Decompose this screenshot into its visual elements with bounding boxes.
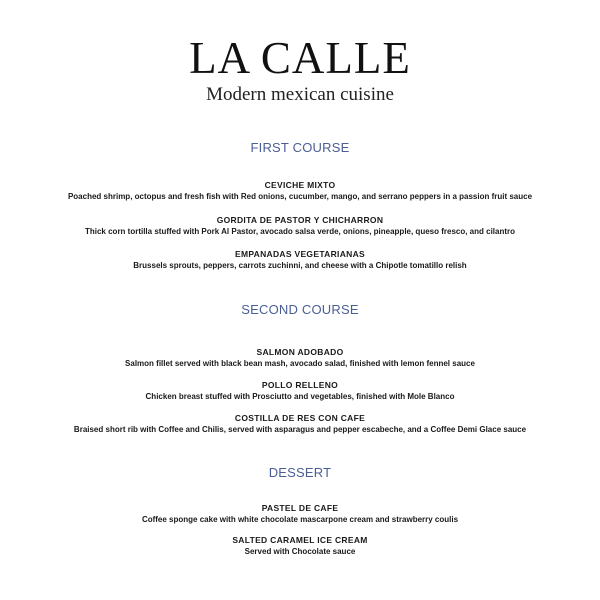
menu-item-name: SALTED CARAMEL ICE CREAM (232, 535, 368, 545)
menu-item-description: Chicken breast stuffed with Prosciutto and vegetables, finished with Mole Blanco (145, 392, 455, 401)
menu-item (0, 180, 600, 202)
menu-item (0, 249, 600, 271)
menu-item-description: Braised short rib with Coffee and Chilis, served with asparagus and pepper escabeche, and a Coffee Demi Glace sauce (73, 425, 527, 434)
menu-item-name: GORDITA DE PASTOR Y CHICHARRON (216, 215, 384, 225)
menu-item-description: Thick corn tortilla stuffed with Pork Al Pastor, avocado salsa verde, onions, pineapple, queso fresco, and cilantro (84, 227, 516, 236)
menu-item (0, 535, 600, 557)
menu-item-description: Served with Chocolate sauce (244, 547, 356, 556)
restaurant-subtitle: Modern mexican cuisine (206, 84, 394, 105)
menu-item (0, 413, 600, 435)
menu-item-name: COSTILLA DE RES CON CAFE (234, 413, 366, 423)
menu-item-description: Salmon fillet served with black bean mash, avocado salad, finished with lemon fennel sauce (125, 359, 475, 368)
section-heading-second-course: SECOND COURSE (241, 302, 359, 317)
menu-item-name: POLLO RELLENO (261, 380, 339, 390)
menu-item (0, 503, 600, 525)
menu-item-description: Coffee sponge cake with white chocolate mascarpone cream and strawberry coulis (141, 515, 459, 524)
menu-item-name: EMPANADAS VEGETARIANAS (234, 249, 366, 259)
menu-item (0, 347, 600, 369)
section-heading-first-course: FIRST COURSE (250, 140, 350, 155)
menu-item-name: SALMON ADOBADO (256, 347, 344, 357)
menu-item-name: CEVICHE MIXTO (264, 180, 336, 190)
menu-item (0, 380, 600, 402)
restaurant-title: LA CALLE (189, 33, 411, 83)
menu-item-description: Brussels sprouts, peppers, carrots zuchinni, and cheese with a Chipotle tomatillo relish (133, 261, 467, 270)
menu-item-description: Poached shrimp, octopus and fresh fish with Red onions, cucumber, mango, and serrano peppers in a passion fruit sauce (67, 192, 533, 201)
section-heading-dessert: DESSERT (268, 465, 332, 480)
menu-item-name: PASTEL DE CAFE (261, 503, 339, 513)
menu-item (0, 215, 600, 237)
